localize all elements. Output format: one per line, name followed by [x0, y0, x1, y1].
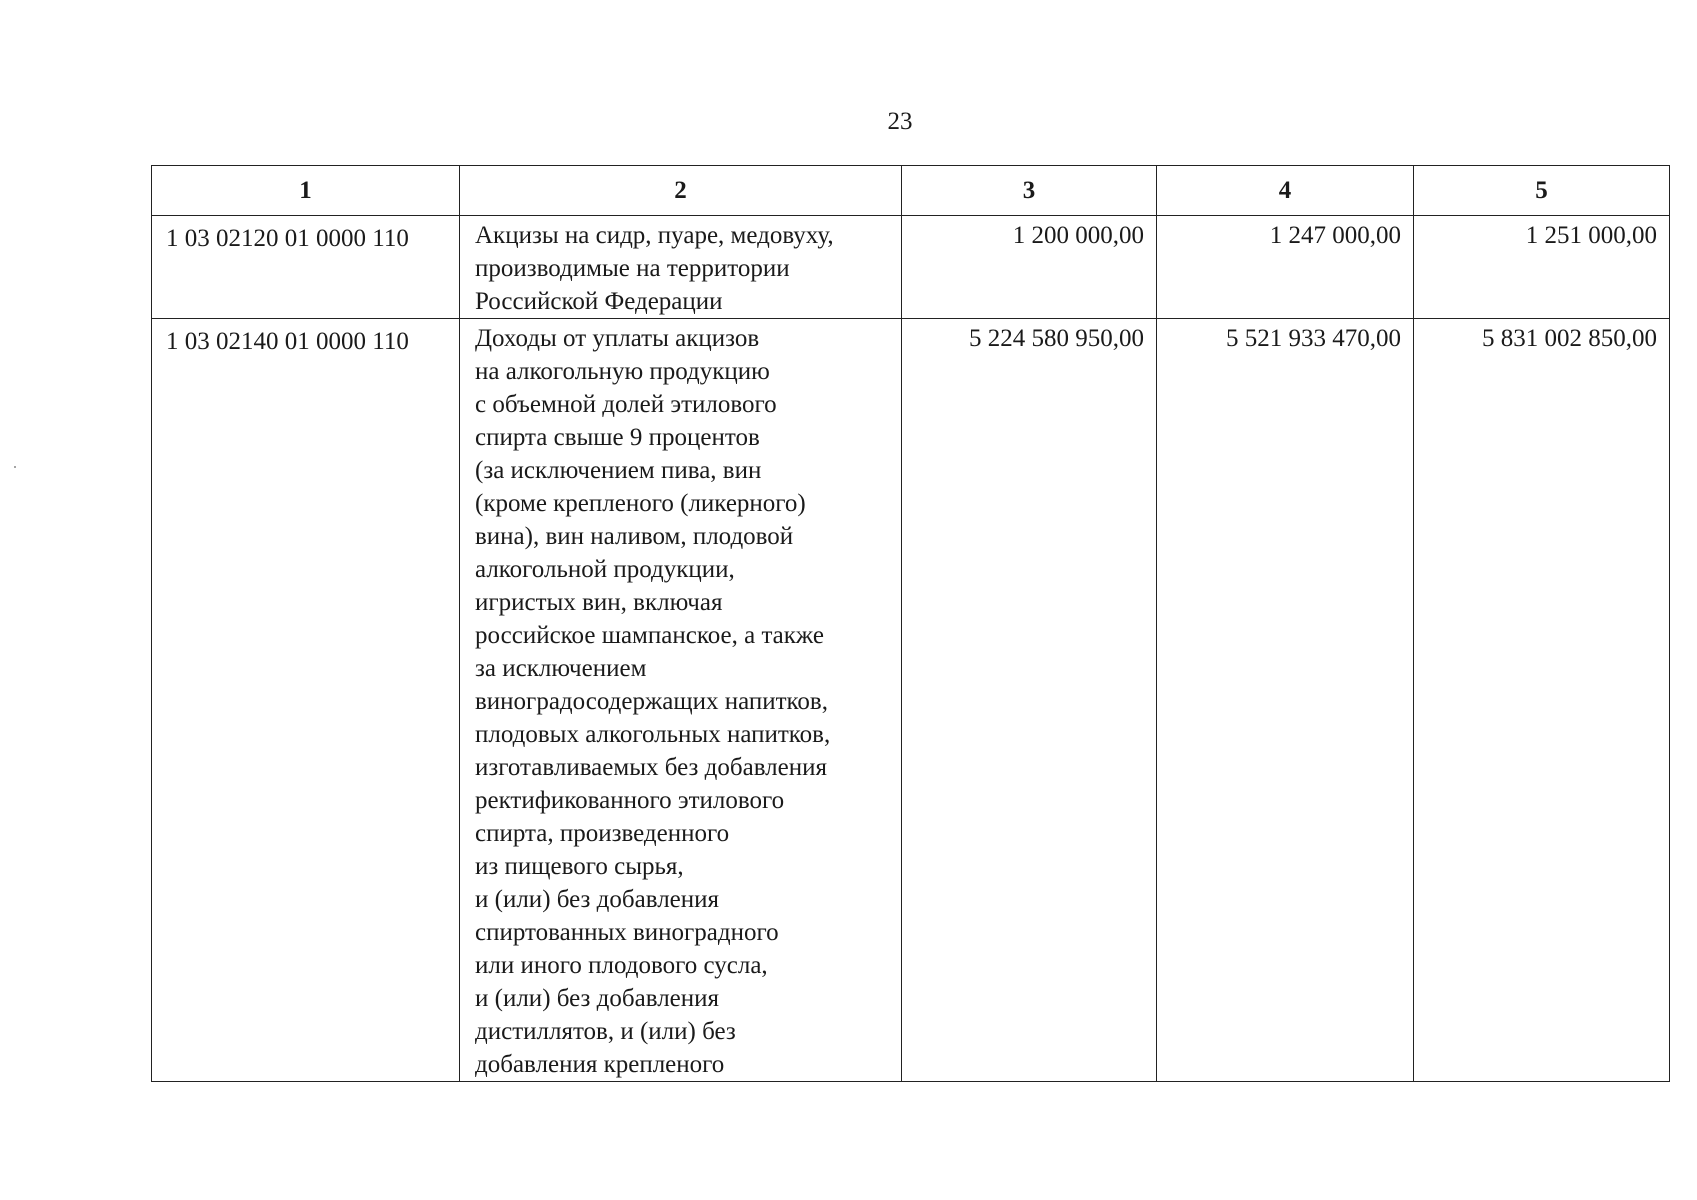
text-line: (кроме крепленого (ликерного)	[475, 490, 806, 517]
column-header: 2	[460, 166, 902, 216]
text-line: алкогольной продукции,	[475, 556, 735, 583]
text-line: из пищевого сырья,	[475, 853, 684, 880]
text-line: изготавливаемых без добавления	[475, 754, 828, 781]
value-cell: 5 224 580 950,00	[902, 319, 1157, 1082]
text-line: или иного плодового сусла,	[475, 952, 768, 979]
text-line: российское шампанское, а также	[475, 622, 824, 649]
text-line: виноградосодержащих напитков,	[475, 688, 828, 715]
text-line: и (или) без добавления	[475, 985, 720, 1012]
text-line: спирта свыше 9 процентов	[475, 424, 760, 451]
text-line: спирта, произведенного	[475, 820, 730, 847]
text-line: (за исключением пива, вин	[475, 457, 762, 484]
text-line: спиртованных виноградного	[475, 919, 779, 946]
value-cell: 5 831 002 850,00	[1414, 319, 1670, 1082]
text-line: на алкогольную продукцию	[475, 358, 770, 385]
value-cell: 1 247 000,00	[1157, 216, 1414, 319]
text-line: добавления крепленого	[475, 1051, 725, 1078]
text-line: игристых вин, включая	[475, 589, 723, 616]
text-line: за исключением	[475, 655, 647, 682]
header-row	[152, 166, 1670, 216]
text-line: производимые на территории	[475, 255, 790, 282]
table-row	[152, 216, 1670, 319]
text-line: и (или) без добавления	[475, 886, 720, 913]
text-line: Доходы от уплаты акцизов	[475, 325, 760, 352]
budget-code-cell: 1 03 02140 01 0000 110	[152, 319, 460, 1082]
table-row	[152, 319, 1670, 1082]
revenue-name-cell	[460, 319, 902, 1082]
revenue-table	[151, 165, 1670, 1082]
text-line: Акцизы на сидр, пуаре, медовуху,	[475, 222, 834, 249]
page-number: 23	[887, 108, 913, 135]
column-header: 3	[902, 166, 1157, 216]
text-line: Российской Федерации	[475, 288, 723, 315]
column-header: 1	[152, 166, 460, 216]
text-line: с объемной долей этилового	[475, 391, 777, 418]
text-line: плодовых алкогольных напитков,	[475, 721, 831, 748]
column-header: 4	[1157, 166, 1414, 216]
scan-speck	[14, 466, 16, 468]
text-line: ректификованного этилового	[475, 787, 785, 814]
text-line: дистиллятов, и (или) без	[475, 1018, 736, 1045]
revenue-name-cell	[460, 216, 902, 319]
value-cell: 1 251 000,00	[1414, 216, 1670, 319]
text-line: вина), вин наливом, плодовой	[475, 523, 794, 550]
value-cell: 5 521 933 470,00	[1157, 319, 1414, 1082]
value-cell: 1 200 000,00	[902, 216, 1157, 319]
budget-code-cell: 1 03 02120 01 0000 110	[152, 216, 460, 319]
column-header: 5	[1414, 166, 1670, 216]
